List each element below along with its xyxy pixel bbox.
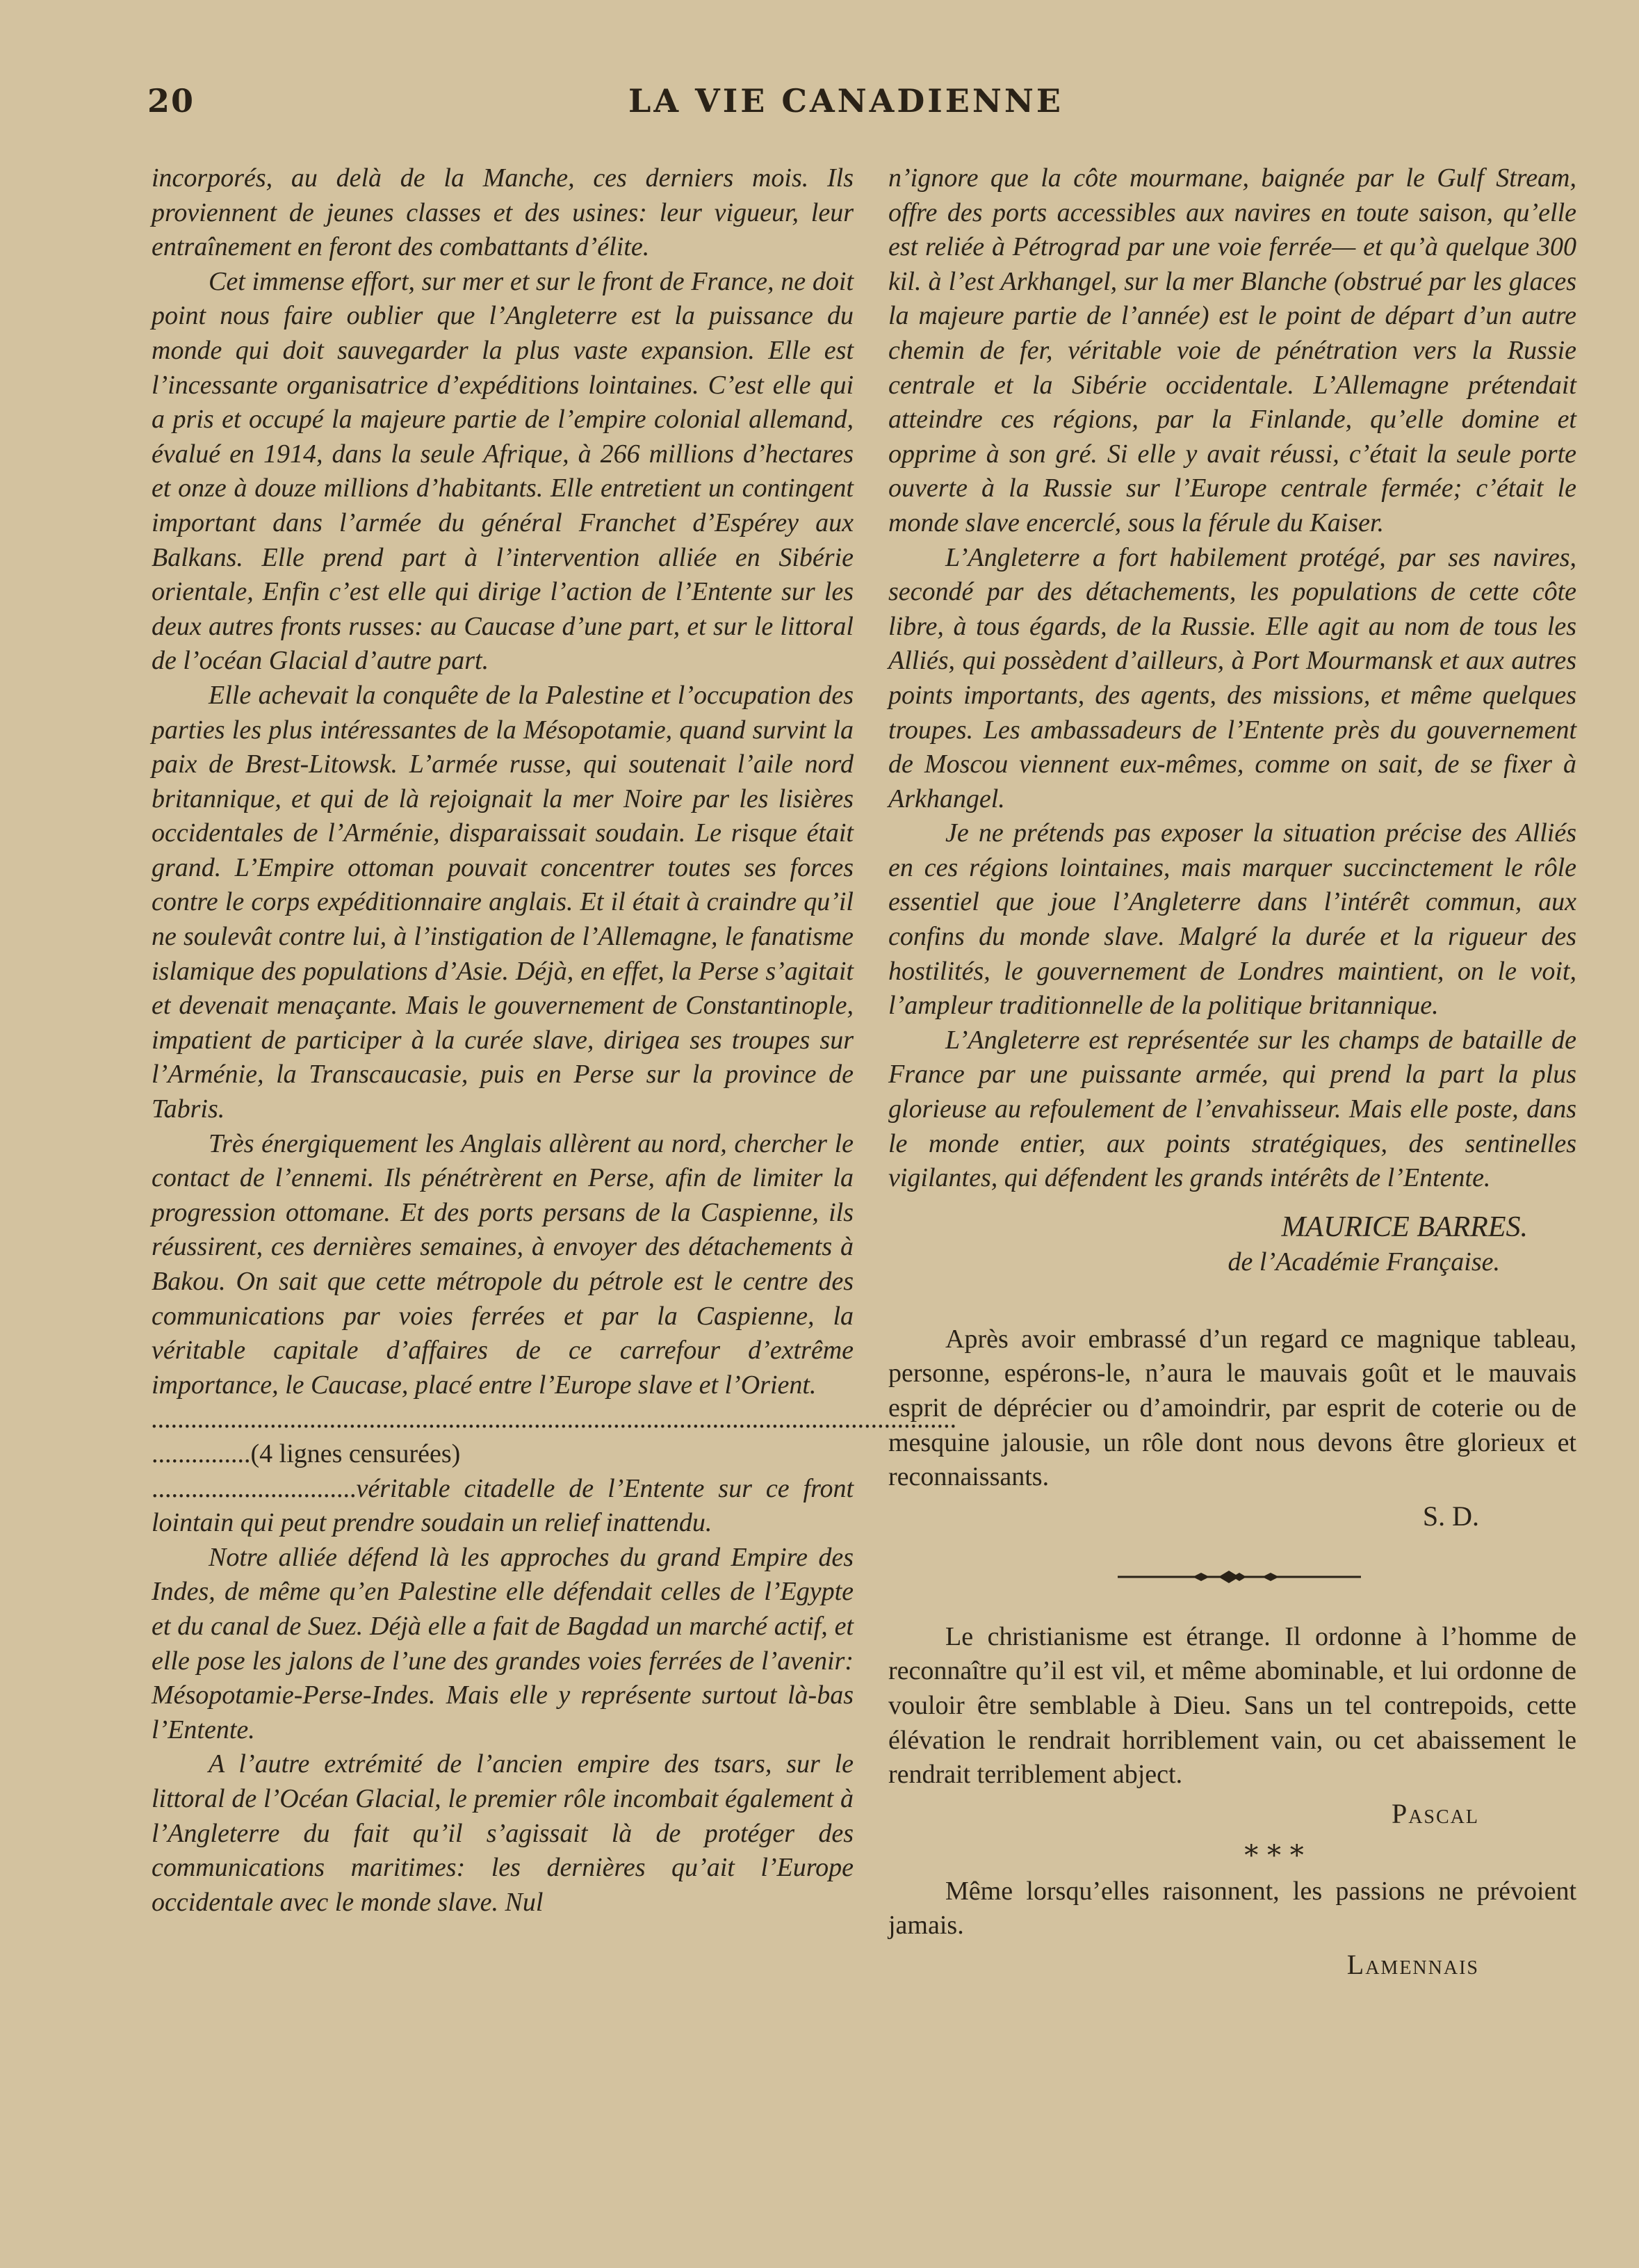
censorship-notice xyxy=(152,1437,854,1472)
page-number: 20 xyxy=(147,82,195,120)
censored-dots-line: .......................................................................................................................... xyxy=(152,1404,957,1434)
right-column xyxy=(888,161,1576,1982)
page-header xyxy=(147,82,1544,138)
author-signature: MAURICE BARRES. xyxy=(1281,1210,1528,1243)
quote-author: Pascal xyxy=(1391,1797,1479,1829)
censored-dots: ............... xyxy=(152,1439,251,1468)
article-continuation xyxy=(888,161,1576,1279)
paragraph: L’Angleterre a fort habilement protégé, par ses navires, secondé par des détachements, les populations de cette côte libre, à tous égards, de la Russie. Elle agit au nom de tous les Alliés, qui possèdent d’ailleurs, à Port Mourmansk et aux autres points importants, des agents, des missions, et même quelques troupes. Les ambassadeurs de l’Entente près du gouvernement de Moscou viennent eux-mêmes, comme on sait, de se fixer à Arkhangel. xyxy=(888,542,1576,813)
stars-separator: * * * xyxy=(1244,1839,1304,1872)
paragraph: Très énergiquement les Anglais allèrent au nord, chercher le contact de l’ennemi. Ils pénétrèrent en Perse, afin de limiter la progression ottomane. Et des ports persans de la Caspienne, ils réussirent, ces dernières semaines, à envoyer des détachements à Bakou. On sait que cette métropole du pétrole est le centre des communications par voies ferrées et par la Caspienne, la véritable capitale d’affaires de ce carrefour d’extrême importance, le Caucase, placé entre l’Europe slave et l’Orient. xyxy=(152,1128,854,1400)
paragraph: incorporés, au delà de la Manche, ces derniers mois. Ils proviennent de jeunes classes et des usines: leur vigueur, leur entraînement en feront des combattants d’élite. xyxy=(152,163,854,262)
journal-title: LA VIE CANADIENNE xyxy=(628,82,1063,120)
ornament-divider-icon xyxy=(1118,1569,1361,1585)
paragraph: Elle achevait la conquête de la Palestine et l’occupation des parties les plus intéressantes de la Mésopotamie, quand survint la paix de Brest-Litowsk. L’armée russe, qui soutenait l’aile nord britannique, et qui de là rejoignait la mer Noire par les lisières occidentales de l’Arménie, disparaissait soudain. Le risque était grand. L’Empire ottoman pouvait concentrer toutes ses forces contre le corps expéditionnaire anglais. Et il était à craindre qu’il ne soulevât contre lui, à l’instigation de l’Allemagne, le fanatisme islamique des populations d’Asie. Déjà, en effet, la Perse s’agitait et devenait menaçante. Mais le gouvernement de Constantinople, impatient de participer à la curée slave, dirigea ses troupes sur l’Arménie, la Transcaucasie, puis en Perse sur la province de Tabris. xyxy=(152,680,854,1124)
note-signature: S. D. xyxy=(1422,1500,1479,1532)
spacer xyxy=(888,1279,1576,1322)
quote: Le christianisme est étrange. Il ordonne à l’homme de reconnaître qu’il est vil, et même abominable, et lui ordonne de vouloir être semblable à Dieu. Sans un tel contrepoids, cette élévation le rendrait horriblement vain, ou cet abaissement le rendrait terriblement abject. xyxy=(888,1621,1576,1790)
paragraph: Notre alliée défend là les approches du grand Empire des Indes, de même qu’en Palestine elle défendait celles de l’Egypte et du canal de Suez. Déjà elle a fait de Bagdad un marché actif, et elle pose les jalons de l’une des grandes voies ferrées de l’avenir: Mésopotamie-Perse-Indes. Mais elle y représente surtout là-bas l’Entente. xyxy=(152,1542,854,1744)
paragraph: Je ne prétends pas exposer la situation précise des Alliés en ces régions lointaines, mais marquer succinctement le rôle essentiel que joue l’Angleterre dans l’intérêt commun, aux confins du monde slave. Malgré la durée et la rigueur des hostilités, le gouvernement de Londres maintient, on le voit, l’ampleur traditionnelle de la politique britannique. xyxy=(888,818,1576,1021)
author-affiliation: de l’Académie Française. xyxy=(1228,1247,1500,1277)
paragraph: A l’autre extrémité de l’ancien empire des tsars, sur le littoral de l’Océan Glacial, le premier rôle incombait également à l’Angleterre du fait qu’il s’agissait là de protéger des communications maritimes: les dernières qu’ait l’Europe occidentale avec le monde slave. Nul xyxy=(152,1749,854,1917)
editor-note: Après avoir embrassé d’un regard ce magnique tableau, personne, espérons-le, n’aura le mauvais goût et le mauvais esprit de déprécier ou d’amoindrir, par esprit de coterie ou de mesquine jalousie, un rôle dont nous devons être glorieux et reconnaissants. xyxy=(888,1324,1576,1492)
left-column xyxy=(152,161,957,1920)
paragraph xyxy=(152,1472,854,1541)
censored-dots: ............................... xyxy=(152,1473,357,1503)
paragraph: n’ignore que la côte mourmane, baignée par le Gulf Stream, offre des ports accessibles aux navires en toute saison, qu’elle est reliée à Pétrograd par une voie ferrée— et qu’à quelque 300 kil. à l’est Arkhangel, sur la mer Blanche (obstrué par les glaces la majeure partie de l’année) est le point de départ d’un autre chemin de fer, véritable voie de pénétration vers la Russie centrale et la Sibérie occidentale. L’Allemagne prétendait atteindre ces régions, par la Finlande, qu’elle domine et opprime à son gré. Si elle y avait réussi, c’était la seule porte ouverte à la Russie sur l’Europe centrale fermée; c’était le monde slave encerclé, sous la férule du Kaiser. xyxy=(888,163,1576,537)
censored-label: (4 lignes censurées) xyxy=(250,1439,461,1468)
quote: Même lorsqu’elles raisonnent, les passions ne prévoient jamais. xyxy=(888,1876,1576,1941)
paragraph: L’Angleterre est représentée sur les champs de bataille de France par une puissante armée, qui prend la part la plus glorieuse au refoulement de l’envahisseur. Mais elle poste, dans le monde entier, aux points stratégiques, des sentinelles vigilantes, qui défendent les grands intérêts de l’Entente. xyxy=(888,1025,1576,1193)
quote-author: Lamennais xyxy=(1346,1948,1479,1980)
paragraph: Cet immense effort, sur mer et sur le front de France, ne doit point nous faire oublier que l’Angleterre est la puissance du monde qui doit sauvegarder la plus vaste expansion. Elle est l’incessante organisatrice d’expéditions lointaines. C’est elle qui a pris et occupé la majeure partie de l’empire colonial allemand, évalué en 1914, dans la seule Afrique, à 266 millions d’hectares et onze à douze millions d’habitants. Elle entretient un contingent important dans l’armée du général Franchet d’Espérey aux Balkans. Elle prend part à l’intervention alliée en Sibérie orientale, Enfin c’est elle qui dirige l’action de l’Entente sur les deux autres fronts russes: au Caucase d’une part, et sur le littoral de l’océan Glacial d’autre part. xyxy=(152,266,854,676)
paragraph-text: véritable citadelle de l’Entente sur ce front lointain qui peut prendre soudain un relief inattendu. xyxy=(152,1473,854,1538)
